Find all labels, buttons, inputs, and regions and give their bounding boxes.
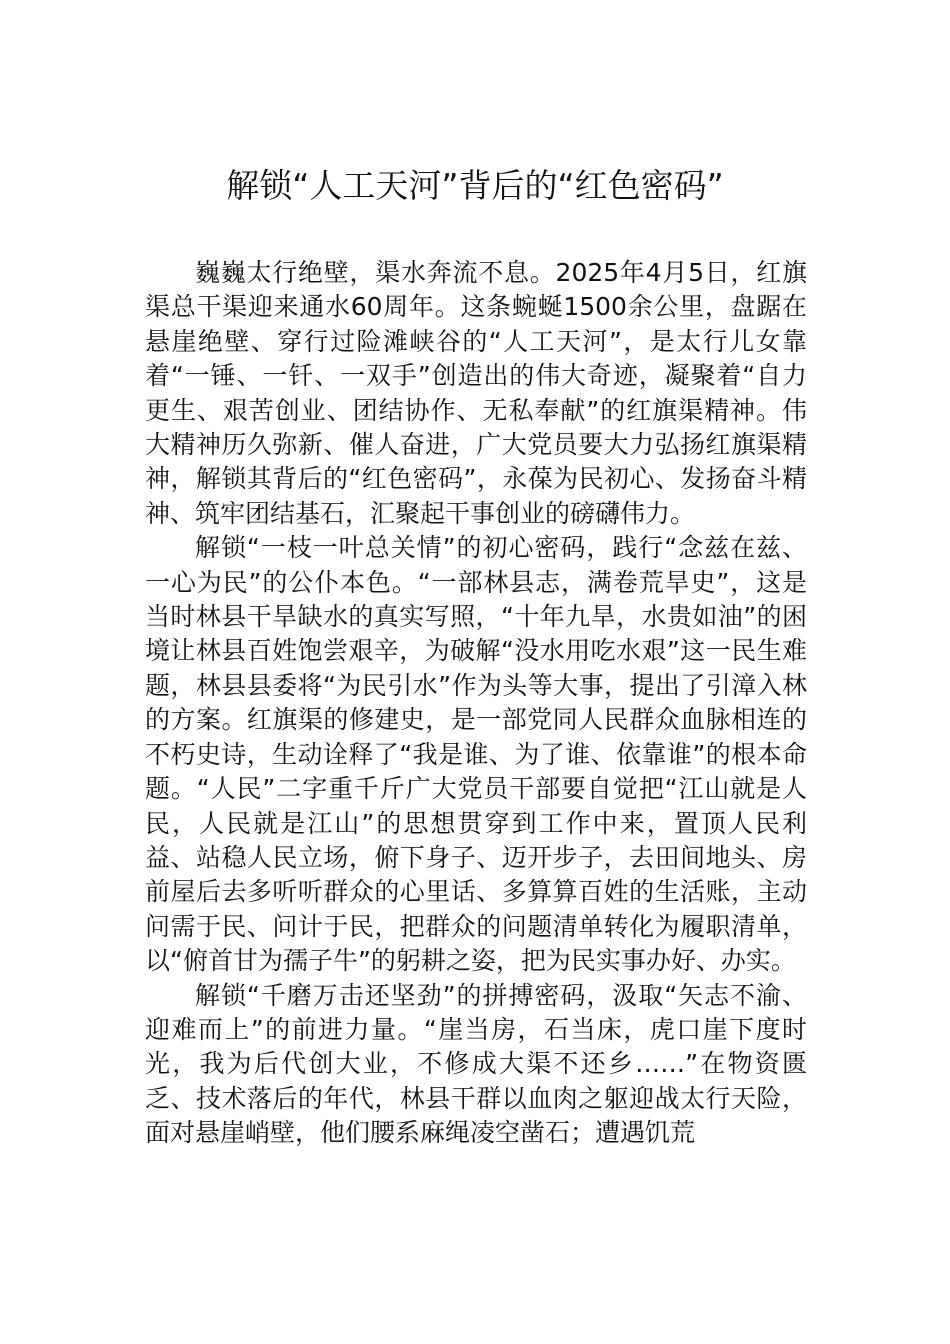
paragraph: 解锁“千磨万击还坚劲”的拼搏密码，汲取“矢志不渝、迎难而上”的前进力量。“崖当房，石当床，虎口崖下度时光，我为后代创大业，不修成大渠不还乡……”在物资匮乏、技术落后的年代，林县干群以血肉之躯迎战太行天险，面对悬崖峭壁，他们腰系麻绳凌空凿石；遭遇饥荒	[145, 980, 807, 1148]
document-body	[145, 256, 807, 1151]
paragraph: 巍巍太行绝壁，渠水奔流不息。2025年4月5日，红旗渠总干渠迎来通水60周年。这条蜿蜒1500余公里，盘踞在悬崖绝壁、穿行过险滩峡谷的“人工天河”，是太行儿女靠着“一锤、一钎、一双手”创造出的伟大奇迹，凝聚着“自力更生、艰苦创业、团结协作、无私奉献”的红旗渠精神。伟大精神历久弥新、催人奋进，广大党员要大力弘扬红旗渠精神，解锁其背后的“红色密码”，永葆为民初心、发扬奋斗精神、筑牢团结基石，汇聚起干事创业的磅礴伟力。	[145, 258, 807, 528]
paragraph: 解锁“一枝一叶总关情”的初心密码，践行“念兹在兹、一心为民”的公仆本色。“一部林县志，满卷荒旱史”，这是当时林县干旱缺水的真实写照，“十年九旱，水贵如油”的困境让林县百姓饱尝艰辛，为破解“没水用吃水艰”这一民生难题，林县县委将“为民引水”作为头等大事，提出了引漳入林的方案。红旗渠的修建史，是一部党同人民群众血脉相连的不朽史诗，生动诠释了“我是谁、为了谁、依靠谁”的根本命题。“人民”二字重千斤广大党员干部要自觉把“江山就是人民，人民就是江山”的思想贯穿到工作中来，置顶人民利益、站稳人民立场，俯下身子、迈开步子，去田间地头、房前屋后去多听听群众的心里话、多算算百姓的生活账，主动问需于民、问计于民，把群众的问题清单转化为履职清单，以“俯首甘为孺子牛”的躬耕之姿，把为民实事办好、办实。	[145, 533, 807, 976]
document-title: 解锁“人工天河”背后的“红色密码”	[226, 166, 724, 205]
